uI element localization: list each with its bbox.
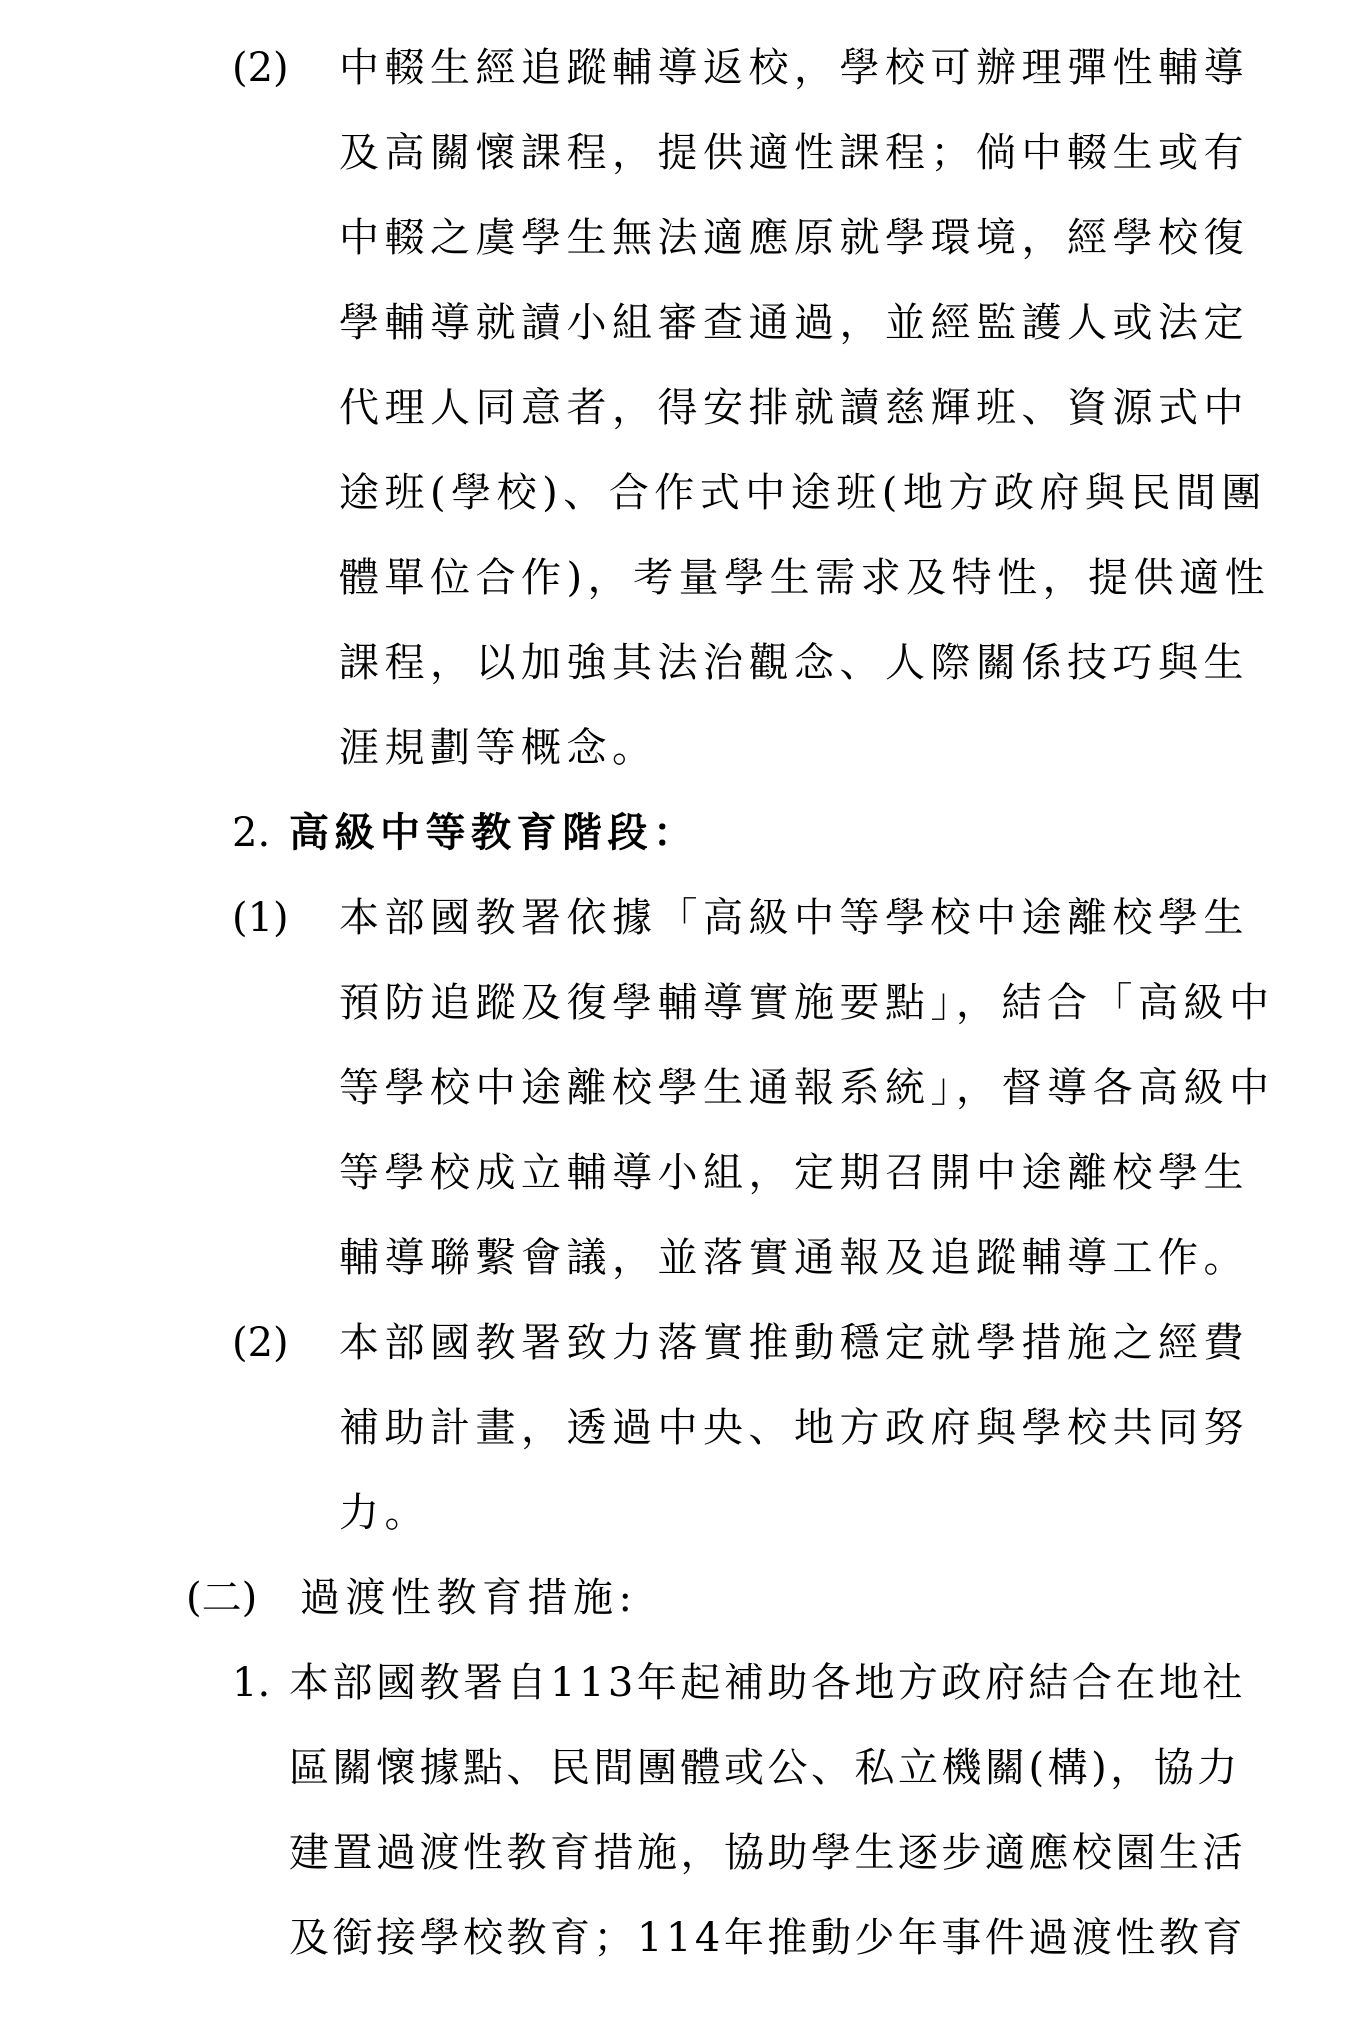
- paragraph-line: 預防追蹤及復學輔導實施要點」，結合「高級中: [339, 980, 1275, 1026]
- paragraph-line: 補助計畫，透過中央、地方政府與學校共同努: [339, 1405, 1249, 1451]
- paragraph-line: 本部國教署自113年起補助各地方政府結合在地社: [289, 1660, 1246, 1706]
- paragraph-line: 涯規劃等概念。: [339, 725, 658, 771]
- paragraph-line: 中輟之虞學生無法適應原就學環境，經學校復: [339, 215, 1249, 261]
- paragraph-line: 等學校成立輔導小組，定期召開中途離校學生: [339, 1150, 1249, 1196]
- paragraph-line: 代理人同意者，得安排就讀慈輝班、資源式中: [339, 385, 1249, 431]
- item-1-label: (1): [232, 895, 289, 941]
- item-1-number: 1.: [232, 1660, 271, 1706]
- item-2-label: (2): [232, 45, 289, 91]
- item-2-label: (2): [232, 1320, 289, 1366]
- paragraph-line: 課程，以加強其法治觀念、人際關係技巧與生: [339, 640, 1249, 686]
- paragraph-line: 輔導聯繫會議，並落實通報及追蹤輔導工作。: [339, 1235, 1249, 1281]
- paragraph-line: 區關懷據點、民間團體或公、私立機關(構)，協力: [289, 1745, 1241, 1791]
- paragraph-line: 體單位合作)，考量學生需求及特性，提供適性: [339, 555, 1271, 601]
- paragraph-line: 力。: [339, 1490, 430, 1536]
- paragraph-line: 途班(學校)、合作式中途班(地方政府與民間團: [339, 470, 1267, 516]
- paragraph-line: 本部國教署依據「高級中等學校中途離校學生: [339, 895, 1249, 941]
- paragraph-line: 本部國教署致力落實推動穩定就學措施之經費: [339, 1320, 1249, 1366]
- section-2-number: 2.: [232, 810, 271, 856]
- section-heading: 高級中等教育階段：: [289, 809, 699, 856]
- paragraph-line: 及銜接學校教育；114年推動少年事件過渡性教育: [289, 1915, 1246, 1961]
- subsection-heading: 過渡性教育措施:: [300, 1575, 638, 1621]
- paragraph-line: 中輟生經追蹤輔導返校，學校可辦理彈性輔導: [339, 45, 1249, 91]
- paragraph-line: 及高關懷課程，提供適性課程；倘中輟生或有: [339, 130, 1249, 176]
- subsection-number: (二): [186, 1575, 258, 1621]
- paragraph-line: 建置過渡性教育措施，協助學生逐步適應校園生活: [289, 1830, 1246, 1876]
- paragraph-line: 學輔導就讀小組審查通過，並經監護人或法定: [339, 300, 1249, 346]
- paragraph-line: 等學校中途離校學生通報系統」，督導各高級中: [339, 1065, 1275, 1111]
